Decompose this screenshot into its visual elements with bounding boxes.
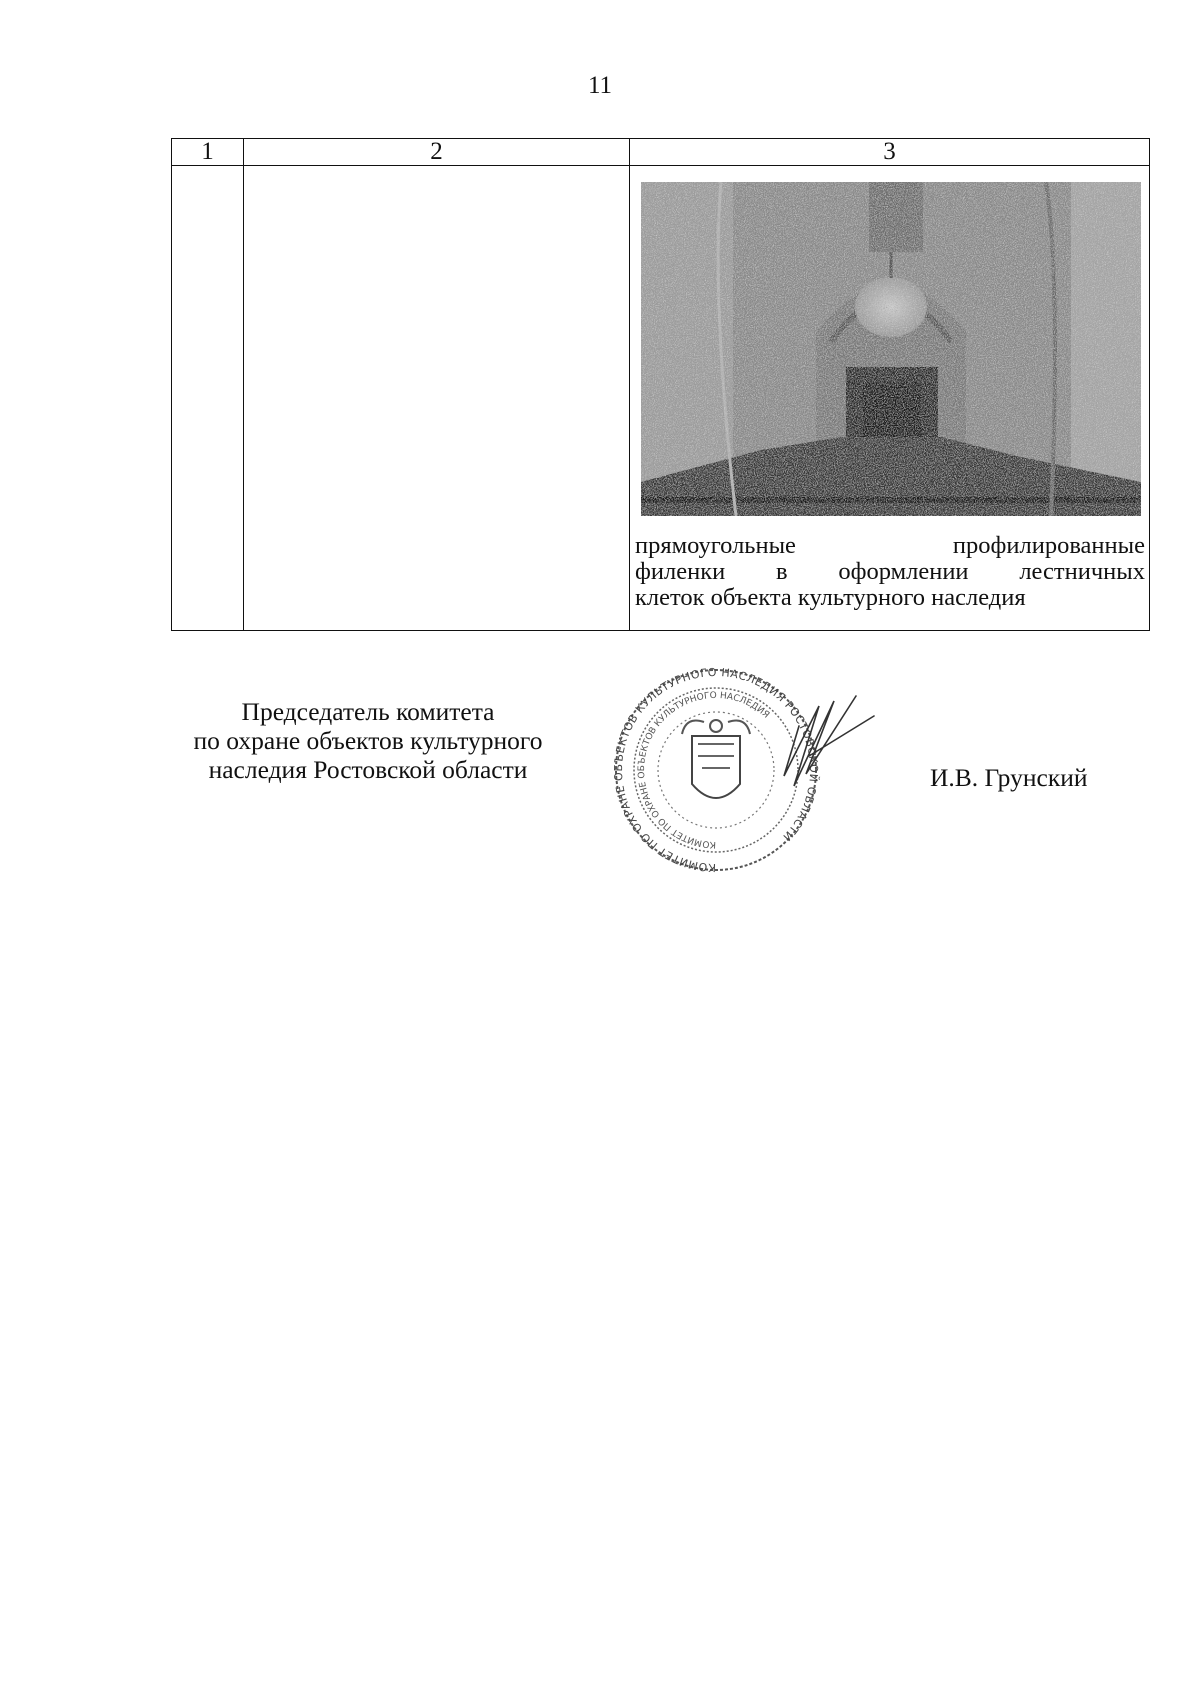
objects-table [171, 138, 1150, 631]
photo-container [630, 166, 1149, 516]
caption-line: клеток объекта культурного наследия [635, 584, 1026, 611]
photo-caption [630, 516, 1149, 617]
svg-text:КОМИТЕТ ПО ОХРАНЕ ОБЪЕКТОВ КУЛ: КОМИТЕТ ПО ОХРАНЕ ОБЪЕКТОВ КУЛЬТУРНОГО НАСЛЕДИЯ [636, 690, 771, 850]
signatory-name: И.В. Грунский [930, 763, 1088, 792]
official-seal-icon [594, 656, 894, 906]
table-header-row [172, 139, 1150, 166]
caption-line: прямоугольные профилированные [635, 532, 1145, 559]
header-cell-3: 3 [630, 139, 1150, 166]
position-line: по охране объектов культурного [193, 726, 543, 755]
position-line: Председатель комитета [241, 697, 495, 726]
table-row [172, 166, 1150, 631]
caption-line: филенки в оформлении лестничных [635, 558, 1145, 585]
signatory-position [163, 697, 573, 784]
position-line: наследия Ростовской области [208, 755, 528, 784]
svg-text:КОМИТЕТ ПО ОХРАНЕ ОБЪЕКТОВ КУЛ: КОМИТЕТ ПО ОХРАНЕ ОБЪЕКТОВ КУЛЬТУРНОГО НАСЛЕДИЯ РОСТОВСКОЙ ОБЛАСТИ [611, 665, 821, 875]
cell-col1 [172, 166, 244, 631]
header-cell-1: 1 [172, 139, 244, 166]
cell-col3 [630, 166, 1150, 631]
cell-col2 [244, 166, 630, 631]
page-number: 11 [587, 72, 613, 99]
staircase-photo [641, 182, 1141, 516]
header-cell-2: 2 [244, 139, 630, 166]
